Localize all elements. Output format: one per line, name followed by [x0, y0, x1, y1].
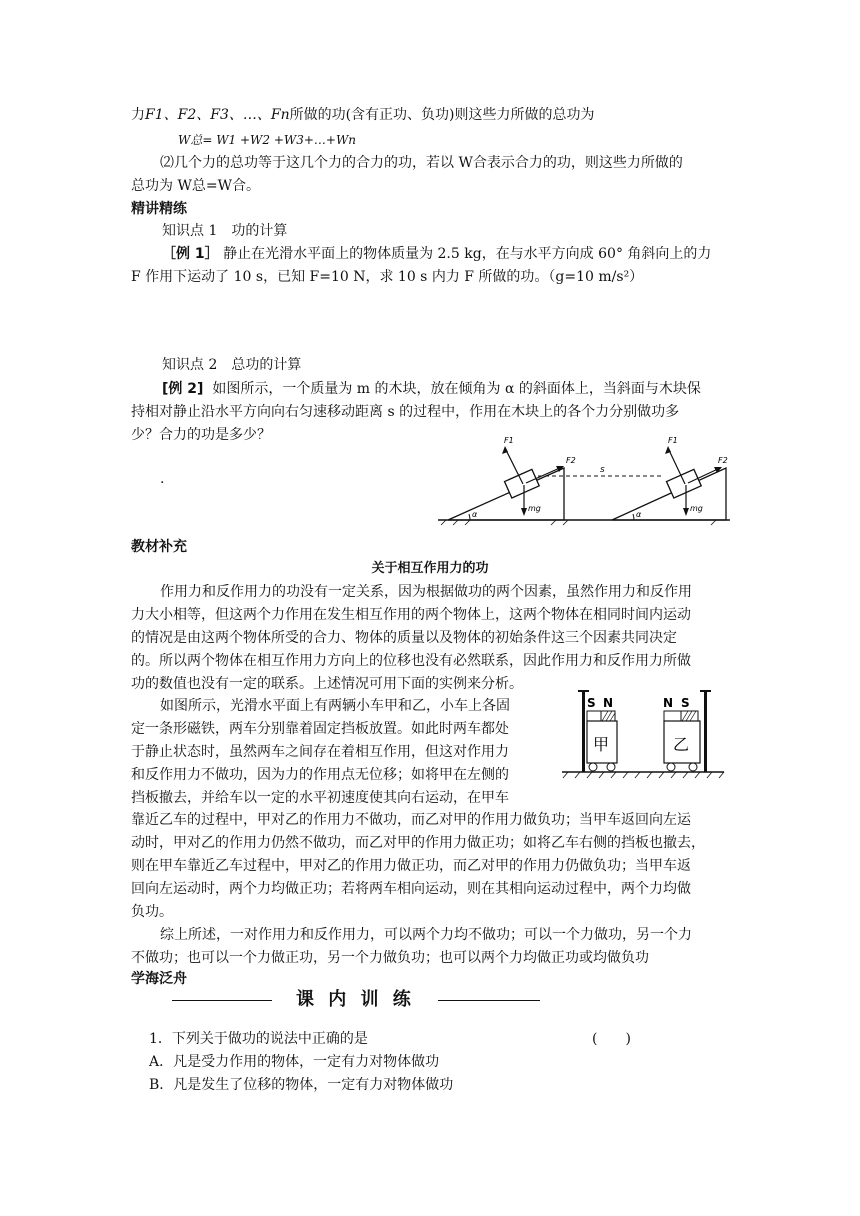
training-header: 课 内 训 练: [296, 989, 415, 1010]
example-2-line2: 持相对静止沿水平方向向右匀速移动距离 s 的过程中，作用在木块上的各个力分别做功多: [131, 404, 680, 420]
s-label: s: [600, 465, 605, 475]
header-rule-right: [438, 1000, 540, 1001]
example-1-line2: F 作用下运动了 10 s，已知 F=10 N，求 10 s 内力 F 所做的功。（g=10 m/s²）: [131, 269, 644, 285]
right-block: [667, 469, 702, 498]
supp-p2-full-line3: 回向左运动时，两个力均做正功；若将两车相向运动，则在其相向运动过程中，两个力均做: [131, 881, 691, 897]
supp-p1-line1: 力大小相等，但这两个力作用在发生相互作用的两个物体上，这两个物体在相同时间内运动: [131, 607, 691, 623]
cart-yi-s-pole: S: [681, 696, 690, 710]
example-2-label: [例 2]: [162, 381, 204, 397]
intro-point2-line1: ⑵几个力的总功等于这几个力的合力的功，若以 W合表示合力的功，则这些力所做的: [160, 155, 683, 171]
left-board: [582, 690, 585, 772]
supplement-title: 关于相互作用力的功: [371, 561, 489, 576]
right-mg-label: mg: [690, 504, 703, 513]
supp-p3-line1: 不做功；也可以一个力做正功，另一个力做负功；也可以两个力均做正功或均做负功: [131, 950, 649, 966]
supp-p2-line0: 如图所示，光滑水平面上有两辆小车甲和乙，小车上各固: [160, 698, 510, 714]
q1-answer-paren: ( ): [592, 1031, 631, 1047]
formula-total-work: W总= W1 +W2 +W3+…+Wn: [178, 133, 357, 147]
left-alpha-label: α: [472, 510, 478, 519]
supp-p1-line3: 的。所以两个物体在相互作用力方向上的位移也没有必然联系，因此作用力和反作用力所做: [131, 653, 691, 669]
right-alpha-label: α: [636, 510, 642, 519]
example-2-line1: [例 2] 如图所示，一个质量为 m 的木块，放在倾角为 α 的斜面体上，当斜面与木块保: [162, 381, 701, 397]
incline-figure: [436, 428, 736, 526]
kp2-title: 知识点 2 总功的计算: [162, 357, 302, 373]
example-1-line1: ［例 1］ 静止在光滑水平面上的物体质量为 2.5 kg，在与水平方向成 60° 角斜向上的力: [162, 246, 712, 262]
right-board: [704, 690, 707, 772]
left-f2-label: F2: [566, 456, 576, 465]
supp-p2-line3: 和反作用力不做功，因为力的作用点无位移；如将甲在左侧的: [131, 767, 509, 783]
q1-option-a: A．凡是受力作用的物体，一定有力对物体做功: [149, 1054, 440, 1070]
right-f1-label: F1: [668, 436, 678, 445]
cart-yi-n-pole: N: [663, 696, 674, 710]
supp-p2-full-line2: 则在甲车靠近乙车过程中，甲对乙的作用力做正功，而乙对甲的作用力仍做负功；当甲车返: [131, 858, 691, 874]
left-mg-label: mg: [528, 504, 541, 513]
supp-p2-line2: 于静止状态时，虽然两车之间存在着相互作用，但这对作用力: [131, 744, 509, 760]
supp-p2-full-line4: 负功。: [131, 904, 173, 920]
header-rule-left: [172, 1000, 272, 1001]
supp-p2-line1: 定一条形磁铁，两车分别靠着固定挡板放置。如此时两车都处: [131, 721, 509, 737]
q1-option-b: B．凡是发生了位移的物体，一定有力对物体做功: [149, 1077, 454, 1093]
cart-yi-label: 乙: [673, 735, 690, 754]
q1-stem: 1．下列关于做功的说法中正确的是: [149, 1031, 368, 1047]
stray-dot: .: [160, 471, 165, 487]
example-1-label: ［例 1］: [162, 246, 219, 262]
supp-p1-line0: 作用力和反作用力的功没有一定关系，因为根据做功的两个因素，虽然作用力和反作用: [160, 584, 692, 600]
supp-p2-full-line0: 靠近乙车的过程中，甲对乙的作用力不做功，而乙对甲的作用力做负功；当甲车返回向左运: [131, 812, 691, 828]
cart-jia-n-pole: N: [603, 696, 614, 710]
supp-p2-line4: 挡板撤去，并给车以一定的水平初速度使其向右运动，在甲车: [131, 790, 509, 806]
intro-point2-line2: 总功为 W总=W合。: [131, 178, 260, 194]
section-heading-jingjiang: 精讲精练: [131, 201, 187, 217]
cart-jia: [587, 696, 617, 771]
cart-jia-label: 甲: [593, 735, 610, 754]
right-f2-label: F2: [718, 456, 728, 465]
supp-p1-line2: 的情况是由这两个物体所受的合力、物体的质量以及物体的初始条件这三个因素共同决定: [131, 630, 677, 646]
cart-yi: [663, 696, 700, 771]
section-heading-xuehai: 学海泛舟: [131, 971, 187, 987]
left-block: [505, 469, 540, 498]
left-f1-label: F1: [504, 436, 514, 445]
kp1-title: 知识点 1 功的计算: [162, 223, 288, 239]
supp-p1-line4: 功的数值也没有一定的联系。上述情况可用下面的实例来分析。: [131, 676, 523, 692]
intro-line-1: 力F1、F2、F3、…、Fn所做的功(含有正功、负功)则这些力所做的总功为: [131, 107, 595, 123]
supp-p3-line0: 综上所述，一对作用力和反作用力，可以两个力均不做功；可以一个力做功，另一个力: [160, 927, 692, 943]
supp-p2-full-line1: 动时，甲对乙的作用力仍然不做功，而乙对甲的作用力做正功；如将乙车右侧的挡板也撤去，: [131, 835, 705, 851]
example-2-line3: 少？合力的功是多少？: [131, 427, 271, 443]
section-heading-jiaocai: 教材补充: [131, 539, 187, 555]
cart-jia-s-pole: S: [587, 696, 596, 710]
magnet-carts-figure: [560, 686, 730, 782]
